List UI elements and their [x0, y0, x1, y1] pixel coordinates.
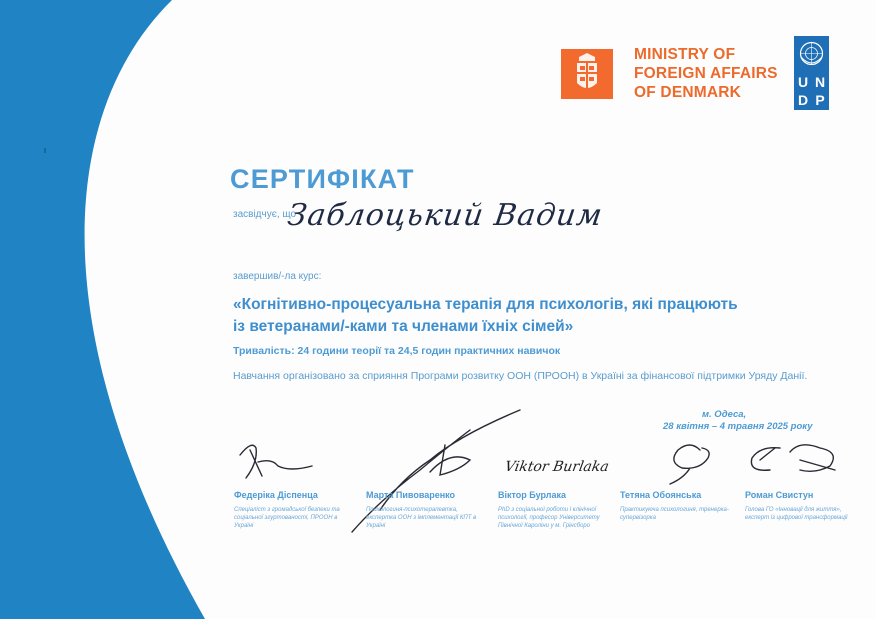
signer-role: Спеціаліст з громадської безпеки та соціальної згуртованості, ПРООН в Україні	[234, 507, 340, 529]
certifies-label: засвідчує, що	[233, 209, 297, 220]
undp-letter: N	[814, 74, 826, 90]
signer-block	[366, 490, 496, 530]
signer-name: Тетяна Обоянська	[620, 490, 702, 500]
signer-block	[745, 490, 875, 522]
signer-role: Практикуюча психологиня, тренерка-супервізорка	[620, 507, 729, 521]
ministry-line: OF DENMARK	[634, 84, 742, 101]
course-duration: Тривалість: 24 години теорії та 24,5 годин практичних навичок	[233, 345, 561, 357]
signer-block	[498, 490, 628, 530]
signer-block	[620, 490, 750, 522]
signer-role: PhD з соціальної роботи і клінічної психології, професор Університету Північної Кароліни у м. Грінсборо	[498, 507, 600, 529]
undp-letter: U	[797, 74, 809, 90]
signer-name: Федеріка Діспенца	[234, 490, 318, 500]
signer-block	[234, 490, 364, 530]
course-title-line: із ветеранами/-ками та членами їхніх сімей»	[233, 318, 574, 335]
signer-name: Віктор Бурлака	[498, 490, 567, 500]
support-statement: Навчання організовано за сприяння Програми розвитку ООН (ПРООН) в Україні за фінансової підтримки Уряду Данії.	[233, 370, 808, 382]
signer-role: Психологиня-психотерапевтка, експертка ООН з імплементації КПТ в Україні	[366, 507, 477, 529]
certificate-title: СЕРТИФІКАТ	[230, 164, 415, 194]
undp-letter: D	[797, 92, 809, 108]
course-dates: 28 квітня – 4 травня 2025 року	[663, 421, 813, 432]
signer-name: Роман Свистун	[745, 490, 814, 500]
place: м. Одеса,	[702, 409, 747, 420]
undp-letter: P	[815, 92, 825, 108]
ministry-line: MINISTRY OF	[634, 46, 736, 63]
completed-course-label: завершив/-ла курс:	[233, 271, 322, 282]
signer-role: Голова ГО «Інновації для життя», експерт із цифрової трансформації	[745, 507, 848, 521]
course-title-line: «Когнітивно-процесуальна терапія для психологів, які працюють	[233, 296, 738, 313]
signature-viktor-burlaka: Viktor Burlaka	[503, 459, 611, 475]
recipient-name: Заблоцький Вадим	[285, 198, 606, 233]
signer-name: Марта Пивоваренко	[366, 490, 456, 500]
ministry-line: FOREIGN AFFAIRS	[634, 65, 778, 82]
